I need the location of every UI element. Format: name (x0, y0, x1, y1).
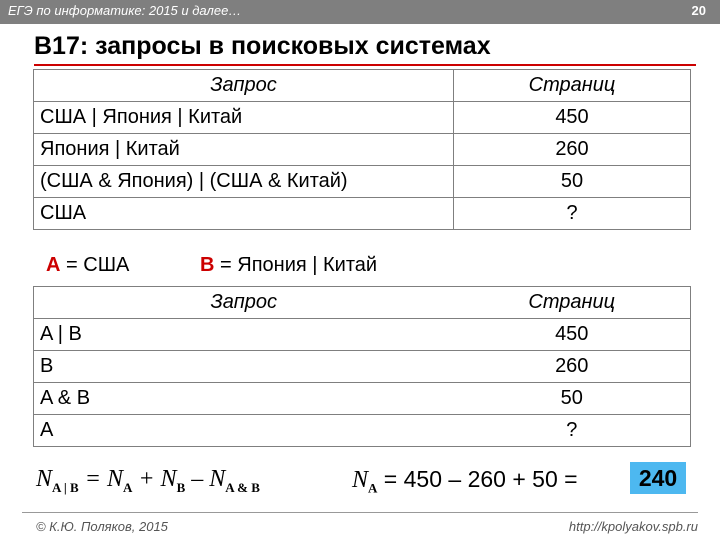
calc-expression: = 450 – 260 + 50 = (377, 466, 578, 492)
answer-box: 240 (630, 462, 686, 494)
table-row (34, 134, 691, 166)
table-row (34, 166, 691, 198)
calc-sub: A (368, 480, 378, 496)
calculation (352, 466, 578, 497)
formula-n: N (209, 466, 226, 492)
footer-url: http://kpolyakov.spb.ru (568, 519, 698, 534)
formula-op: = (78, 466, 107, 492)
pages-cell: 50 (454, 383, 691, 415)
table-row (34, 383, 691, 415)
table-header-row (34, 287, 691, 319)
formula-op: + (132, 466, 161, 492)
formula-n: N (160, 466, 177, 492)
definition-a-text: = США (60, 254, 130, 276)
formula-n: N (36, 466, 53, 492)
query-cell: США (34, 198, 454, 230)
col-header-query: Запрос (34, 70, 454, 102)
slide-title: B17: запросы в поисковых системах (34, 32, 491, 60)
definition-b (200, 254, 377, 277)
pages-cell: 450 (454, 102, 691, 134)
definition-a (46, 254, 129, 277)
query-cell: США | Япония | Китай (34, 102, 454, 134)
query-cell: (США & Япония) | (США & Китай) (34, 166, 454, 198)
table-row (34, 351, 691, 383)
header-bar (0, 0, 720, 24)
inclusion-exclusion-formula (36, 466, 260, 496)
formula-op: – (185, 466, 210, 492)
table-header-row (34, 70, 691, 102)
query-cell: Япония | Китай (34, 134, 454, 166)
table-row (34, 415, 691, 447)
query-cell: A & B (34, 383, 454, 415)
pages-cell: 450 (454, 319, 691, 351)
query-table-original (33, 69, 691, 230)
table-row (34, 102, 691, 134)
footer-divider (22, 512, 698, 513)
col-header-query: Запрос (34, 287, 454, 319)
var-b: B (200, 254, 215, 276)
pages-cell: 260 (454, 134, 691, 166)
pages-cell: 50 (454, 166, 691, 198)
formula-sub: A (122, 479, 133, 495)
calc-n: N (352, 467, 369, 493)
pages-cell: 260 (454, 351, 691, 383)
title-underline (34, 64, 696, 66)
col-header-pages: Страниц (454, 287, 691, 319)
page-number: 20 (691, 3, 706, 18)
series-title: ЕГЭ по информатике: 2015 и далее… (8, 3, 242, 18)
query-table-substituted (33, 286, 691, 447)
query-cell: A (34, 415, 454, 447)
formula-sub: A | B (52, 479, 79, 495)
query-cell: A | B (34, 319, 454, 351)
formula-sub: A & B (225, 479, 260, 495)
definition-b-text: = Япония | Китай (214, 254, 378, 276)
pages-cell: ? (454, 415, 691, 447)
table-row (34, 198, 691, 230)
col-header-pages: Страниц (454, 70, 691, 102)
footer-copyright: © К.Ю. Поляков, 2015 (36, 519, 168, 534)
formula-n: N (106, 466, 123, 492)
query-cell: B (34, 351, 454, 383)
pages-cell: ? (454, 198, 691, 230)
formula-sub: B (176, 479, 186, 495)
var-a: A (46, 254, 61, 276)
table-row (34, 319, 691, 351)
